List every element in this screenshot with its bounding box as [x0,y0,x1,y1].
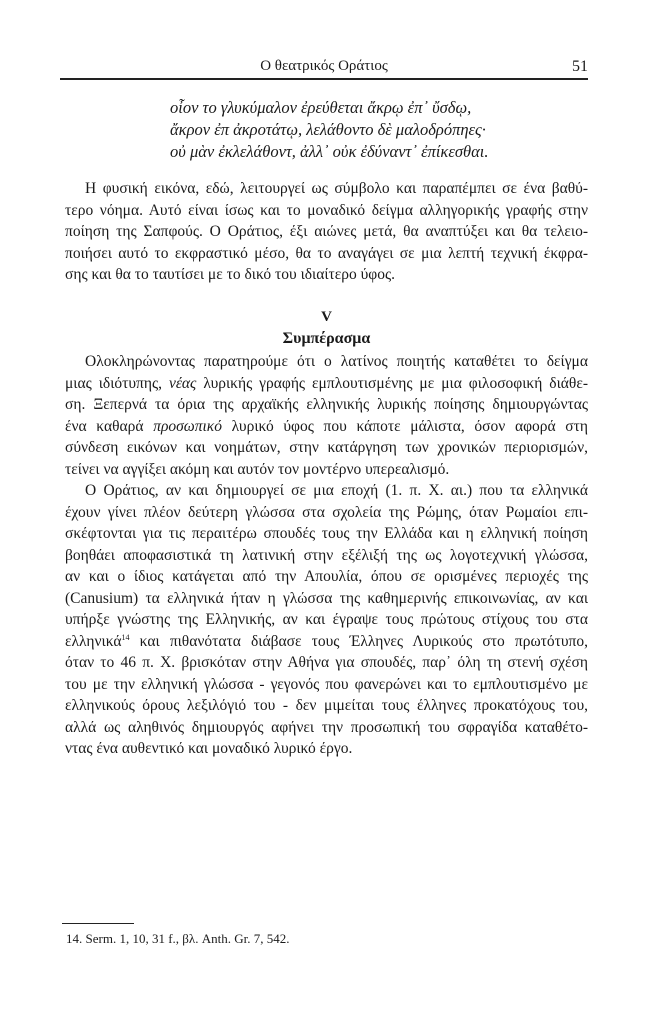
text-line [65,351,588,373]
poem-quote [170,97,488,163]
text-line [65,609,588,631]
text-segment: αλλά ως αληθινός δημιουργός αφήνει την προσωπική του σφραγίδα καταθέτο- [65,718,588,736]
text-segment: ένα καθαρά [65,417,154,435]
text-line [65,738,588,760]
footnote-divider [62,923,134,924]
text-segment: αν και ο ίδιος κατάγεται από την Απουλία, όπου σε ορισμένες περιοχές της [65,568,588,585]
text-segment: όταν το 46 π. Χ. βρισκόταν στην Αθήνα για σπουδές, παρ᾽ όλη τη στενή σχέση [65,654,588,671]
text-line [65,373,588,395]
text-segment: σύνδεση εικόνων και νοημάτων, στην κατάργηση των χρονικών περιορισμών, [65,439,588,456]
text-line [65,566,588,588]
text-segment: Ολοκληρώνοντας παρατηρούμε ότι ο λατίνος ποιητής καταθέτει το δείγμα [85,353,588,370]
text-line [65,264,588,286]
text-segment: σης και θα το ταυτίσει με το δικό του ιδιαίτερο ύφος. [65,266,395,283]
text-line [65,480,588,502]
text-line [65,523,588,545]
text-line [65,652,588,674]
text-segment: τείνει να αγγίξει ακόμη και αυτόν τον μοντέρνο υπερεαλισμό. [65,460,450,478]
emphasis: προσωπικό [153,417,222,435]
text-line [65,717,588,739]
page-header [60,56,588,80]
text-segment: ελληνικά [65,632,122,650]
paragraph-2 [65,351,588,760]
text-line [65,588,588,610]
footnote-ref: 14 [121,632,130,642]
emphasis: νέας [168,374,197,392]
poem-line: ἄκρον ἐπ ἀκροτάτῳ, λελάθοντο δὲ μαλοδρόπηες· [170,120,486,139]
running-title: Ο θεατρικός Οράτιος [260,58,388,74]
text-segment: ποίηση της Σαπφούς. Ο Οράτιος, έξι αιώνες μετά, θα αναπτύξει και θα τελειο- [65,223,588,240]
text-line [65,459,588,481]
paragraph-1 [65,178,588,286]
text-segment: του με την ελληνική γλώσσα - γεγονός που φανερώνει και το εμπλουτισμένο με [65,675,588,693]
section-title: Συμπέρασμα [282,330,371,347]
text-line [65,695,588,717]
text-segment: ση. Ξεπερνά τα όρια της αρχαϊκής ελληνικής λυρικής ποίησης δημιουργώντας [65,396,588,413]
text-segment: λυρικής γραφής εμπλουτισμένης με μια φιλοσοφική διάθε- [196,374,588,392]
text-line [65,674,588,696]
text-segment: ποιήσει αυτό το εκφραστικό μέσο, θα το αναγάγει σε μια λεπτή τεχνική έκφρα- [65,244,588,262]
poem-line: οἶον το γλυκύμαλον ἐρεύθεται ἄκρῳ ἐπ᾽ ὔσδῳ, [170,98,472,117]
text-segment: Ο Οράτιος, αν και δημιουργεί σε μια εποχή (1. π. Χ. αι.) που τα ελληνικά [85,482,588,499]
text-line [65,178,588,200]
text-line [65,416,588,438]
text-segment: σκέφτονται για τις περαιτέρω σπουδές τους την Ελλάδα και η ελληνική ποίηση [65,525,588,542]
text-line [65,545,588,567]
section-number: V [321,309,332,325]
text-segment: βοηθάει αποφασιστικά τη λατινική στην εξέλιξή της ως λογοτεχνική γλώσσα, [65,546,588,564]
text-line [65,631,588,653]
text-segment: Η φυσική εικόνα, εδώ, λειτουργεί ως σύμβολο και παραπέμπει σε ένα βαθύ- [85,180,588,197]
text-line [65,221,588,243]
text-segment: έχουν γίνει πλέον δεύτερη γλώσσα στα σχολεία της Ρώμης, όταν Ρωμαίοι επι- [65,503,588,521]
text-line [65,243,588,265]
text-segment: και πιθανότατα διάβασε τους Έλληνες Λυρικούς στο πρωτότυπο, [129,632,588,650]
text-line [65,502,588,524]
poem-line: οὐ μὰν ἐκλελάθοντ, ἀλλ᾽ οὐκ ἐδύναντ᾽ ἐπίκεσθαι. [170,142,489,161]
text-segment: ντας ένα αυθεντικό και μοναδικό λυρικό έργο. [65,740,353,757]
page-number: 51 [572,58,588,75]
text-segment: μιας ιδιότυπης, [65,374,169,392]
text-segment: λυρικό ύφος που κάποτε μάλιστα, όσον αφορά στη [222,417,588,435]
text-line [65,200,588,222]
footnote: 14. Serm. 1, 10, 31 f., βλ. Anth. Gr. 7, 542. [66,931,290,946]
text-segment: τερο νόημα. Αυτό είναι ίσως και το μοναδικό δείγμα αλληγορικής γραφής στην [65,201,588,219]
text-segment: (Canusium) τα ελληνικά ήταν η γλώσσα της καθημερινής επικοινωνίας, αν και [65,589,588,607]
text-line [65,437,588,459]
text-segment: ελληνικούς όρους λεξιλόγιό του - δεν μιμείται τους έλληνες προκατόχους του, [65,697,588,714]
text-line [65,394,588,416]
text-segment: υπήρξε γνώστης της Ελληνικής, αν και έγραψε τους πρώτους στίχους του στα [65,611,588,628]
